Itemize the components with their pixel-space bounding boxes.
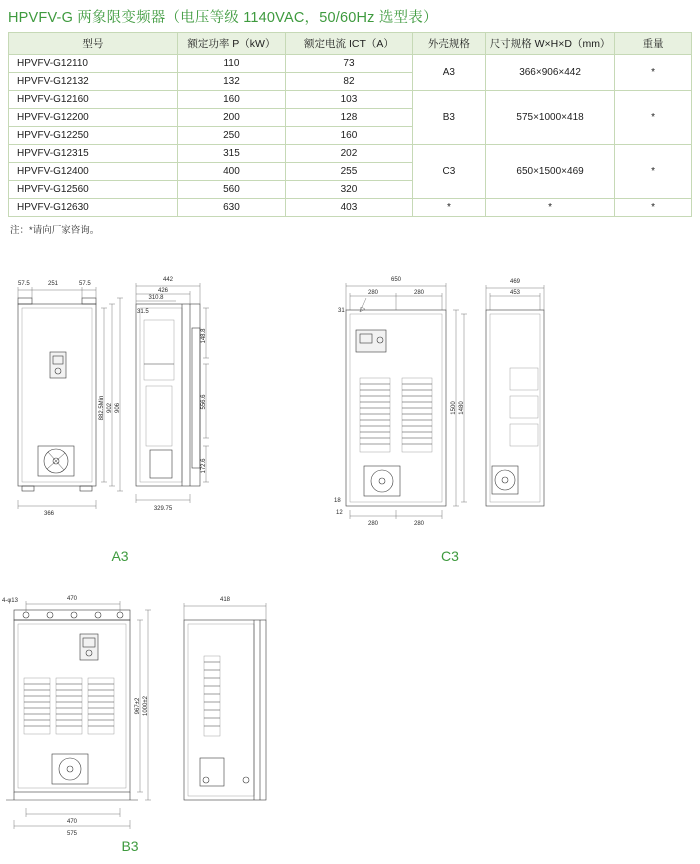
cell-power: 560 [177, 181, 285, 199]
drawing-a3-svg [0, 268, 240, 538]
cell-current: 255 [286, 163, 413, 181]
table-body [9, 55, 692, 217]
cell-weight: * [615, 199, 692, 217]
dim-b3-4-phi13: 4-φ13 [2, 598, 18, 604]
cell-model: HPVFV-G12400 [9, 163, 178, 181]
cell-model: HPVFV-G12560 [9, 181, 178, 199]
dim-a3-31-5: 31.5 [137, 309, 149, 315]
cell-model: HPVFV-G12110 [9, 55, 178, 73]
caption-a3: A3 [111, 548, 129, 564]
cell-power: 630 [177, 199, 285, 217]
table-header-power: 额定功率 P（kW） [177, 33, 285, 55]
dim-b3-1000: 1000±2 [143, 696, 149, 716]
dim-a3-902: 902 [107, 402, 113, 414]
dim-c3-18: 18 [334, 498, 341, 504]
cell-shell: A3 [412, 55, 485, 91]
cell-current: 82 [286, 73, 413, 91]
table-header-weight: 重量 [615, 33, 692, 55]
dim-a3-172-6: 172.6 [201, 458, 207, 474]
cell-weight: * [615, 145, 692, 199]
dim-c3-12: 12 [336, 510, 343, 516]
dim-a3-310-8: 310.8 [148, 295, 164, 301]
dim-c3-280-bottom-right: 280 [413, 521, 425, 527]
cell-weight: * [615, 55, 692, 91]
dim-a3-426: 426 [157, 288, 169, 294]
cell-shell: B3 [412, 91, 485, 145]
cell-current: 103 [286, 91, 413, 109]
dim-c3-1500: 1500 [451, 401, 457, 415]
cell-model: HPVFV-G12132 [9, 73, 178, 91]
cell-model: HPVFV-G12160 [9, 91, 178, 109]
table-note: 注：*请向厂家咨询。 [10, 225, 100, 236]
cell-power: 250 [177, 127, 285, 145]
cell-size: 575×1000×418 [486, 91, 615, 145]
dim-a3-366: 366 [43, 511, 55, 517]
table-header-size: 尺寸规格 W×H×D（mm） [486, 33, 615, 55]
table-row [9, 199, 692, 217]
drawing-b3-svg [0, 586, 290, 846]
cell-size: 650×1500×469 [486, 145, 615, 199]
cell-model: HPVFV-G12315 [9, 145, 178, 163]
dim-a3-57-5-left: 57.5 [18, 281, 30, 287]
drawing-a3 [0, 268, 240, 538]
cell-power: 160 [177, 91, 285, 109]
dim-b3-575: 575 [66, 831, 78, 837]
caption-b3: B3 [121, 838, 139, 854]
table-header-shell: 外壳规格 [412, 33, 485, 55]
dim-c3-650: 650 [390, 277, 402, 283]
drawing-c3-svg [320, 268, 570, 538]
dim-a3-251: 251 [48, 281, 59, 287]
cell-size: 366×906×442 [486, 55, 615, 91]
dim-a3-906: 906 [115, 402, 121, 414]
table-header-current: 额定电流 ICT（A） [286, 33, 413, 55]
spec-table [8, 32, 692, 217]
cell-shell: C3 [412, 145, 485, 199]
dim-a3-329-75: 329.75 [153, 506, 173, 512]
dim-a3-57-5-right: 57.5 [79, 281, 91, 287]
dim-c3-280-top-right: 280 [413, 290, 425, 296]
table-row [9, 91, 692, 109]
cell-power: 400 [177, 163, 285, 181]
dim-b3-470-top: 470 [66, 596, 78, 602]
cell-model: HPVFV-G12250 [9, 127, 178, 145]
dim-a3-882-5min: 882.5Min [99, 395, 105, 421]
cell-current: 403 [286, 199, 413, 217]
cell-power: 132 [177, 73, 285, 91]
cell-power: 200 [177, 109, 285, 127]
dim-a3-148-8: 148.8 [201, 328, 207, 344]
table-header-row [9, 33, 692, 55]
cell-current: 73 [286, 55, 413, 73]
cell-current: 320 [286, 181, 413, 199]
cell-current: 202 [286, 145, 413, 163]
dim-c3-469: 469 [509, 279, 521, 285]
cell-current: 128 [286, 109, 413, 127]
dim-c3-1480: 1480 [459, 401, 465, 415]
dim-c3-280-top-left: 280 [367, 290, 379, 296]
cell-size: * [486, 199, 615, 217]
cell-model: HPVFV-G12630 [9, 199, 178, 217]
dim-a3-556-6: 556.6 [201, 394, 207, 410]
dim-c3-280-bottom-left: 280 [367, 521, 379, 527]
table-row [9, 55, 692, 73]
drawing-c3 [320, 268, 570, 538]
cell-power: 315 [177, 145, 285, 163]
dim-a3-442: 442 [162, 277, 174, 283]
dim-b3-967: 967±2 [135, 697, 141, 715]
cell-shell: * [412, 199, 485, 217]
cell-weight: * [615, 91, 692, 145]
table-header-model: 型号 [9, 33, 178, 55]
caption-c3: C3 [441, 548, 459, 564]
drawing-b3 [0, 586, 290, 846]
dim-c3-31: 31 [338, 308, 345, 314]
dim-c3-453: 453 [509, 290, 521, 296]
cell-current: 160 [286, 127, 413, 145]
page-title: HPVFV-G 两象限变频器（电压等级 1140VAC，50/60Hz 选型表） [8, 10, 438, 26]
cell-model: HPVFV-G12200 [9, 109, 178, 127]
dim-b3-470-bottom: 470 [66, 819, 78, 825]
dim-b3-418: 418 [219, 597, 231, 603]
table-row [9, 145, 692, 163]
cell-power: 110 [177, 55, 285, 73]
